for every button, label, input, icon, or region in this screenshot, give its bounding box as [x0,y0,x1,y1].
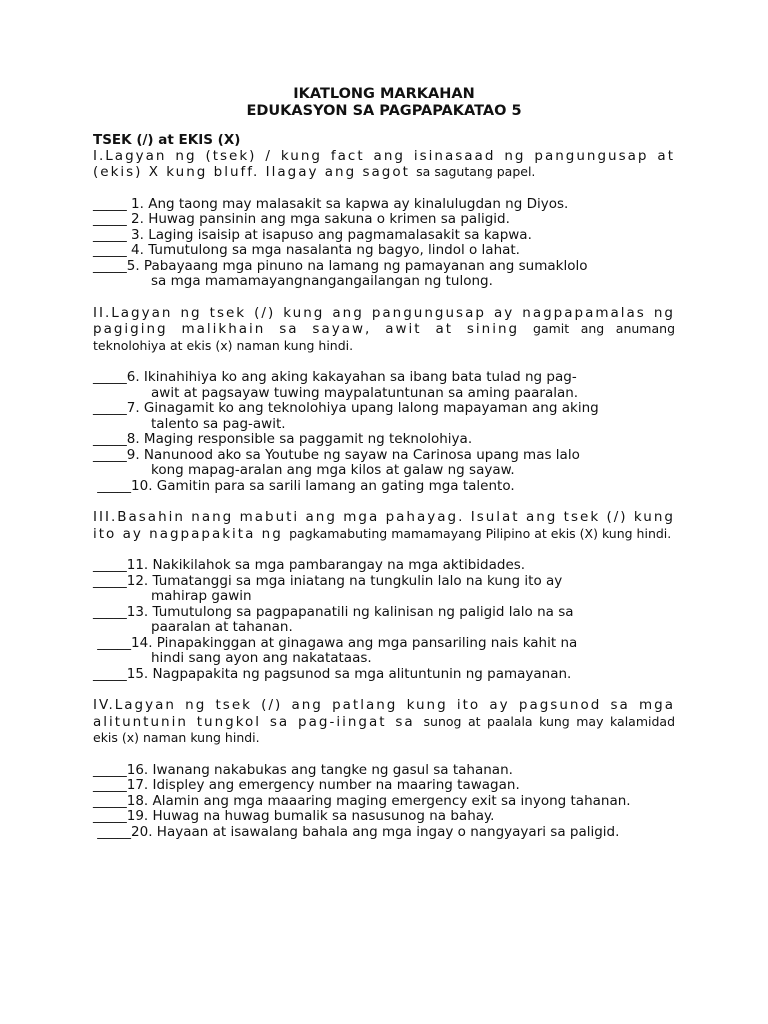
question-text: _____16. Iwanang nakabukas ang tangke ng gasul sa tahanan. [93,761,513,778]
title-line-1: IKATLONG MARKAHAN [293,86,475,102]
question-text: _____20. Hayaan at isawalang bahala ang mga ingay o nangyayari sa paligid. [93,823,620,840]
section-2-instruction [93,306,675,355]
section-4-instruction-text: IV.Lagyan ng tsek (/) ang patlang kung ito ay pagsunod sa mga alituntunin tungkol sa pag-iingat sa [93,697,675,730]
question-item [93,197,675,213]
section-1-instruction-tail: sa sagutang papel. [416,164,536,179]
question-item [93,243,675,259]
question-item [93,370,675,401]
question-item [93,574,675,605]
question-text: _____ 4. Tumutulong sa mga nasalanta ng bagyo, lindol o lahat. [93,242,520,258]
section-3-instruction-tail: pagkamabuting mamamayang Pilipino at ekis (X) kung hindi. [289,525,672,541]
question-text: _____11. Nakikilahok sa mga pambarangay na mga aktibidades. [93,557,526,573]
section-1-instruction-text: I.Lagyan ng (tsek) / kung fact ang isinasaad ng pangungusap at (ekis) X kung bluff. Ilagay ang sagot [93,147,675,180]
question-item [93,763,675,779]
question-continuation: talento sa pag-awit. [151,415,286,432]
question-item [93,794,675,810]
question-text: _____ 3. Laging isaisip at isapuso ang pagmamalasakit sa kapwa. [93,226,532,243]
section-3 [93,510,675,682]
question-continuation: awit at pagsayaw tuwing maypalatuntunan sa aming paaralan. [151,384,579,401]
section-2-instruction-tail: gamit ang anumang teknolohiya at ekis (x) naman kung hindi. [93,321,675,353]
question-item [93,825,675,841]
question-continuation: paaralan at tahanan. [151,619,293,635]
title-line-2: EDUKASYON SA PAGPAPAKATAO 5 [246,103,522,119]
question-text: _____ 1. Ang taong may malasakit sa kapwa ay kinalulugdan ng Diyos. [93,195,569,212]
question-item [93,778,675,794]
question-item [93,479,675,495]
question-text: _____ 2. Huwag pansinin ang mga sakuna o krimen sa paligid. [93,211,510,227]
question-item [93,558,675,574]
section-1-instruction [93,149,675,181]
question-item [93,636,675,667]
question-continuation: sa mga mamamayangnangangailangan ng tulong. [151,273,493,289]
question-text: _____7. Ginagamit ko ang teknolohiya upang lalong mapayaman ang aking [93,400,599,416]
question-item [93,448,675,479]
question-text: _____17. Idispley ang emergency number na maaring tawagan. [93,777,520,793]
question-text: _____19. Huwag na huwag bumalik sa nasusunog na bahay. [93,808,495,824]
section-3-instruction-text: III.Basahin nang mabuti ang mga pahayag. Isulat ang tsek (/) kung ito ay nagpapakita ng [93,509,675,542]
part-heading: TSEK (/) at EKIS (X) [93,132,241,148]
question-text: _____15. Nagpapakita ng pagsunod sa mga alituntunin ng pamayanan. [93,665,572,682]
section-2 [93,306,675,495]
section-4-instruction [93,698,675,747]
question-item [93,605,675,636]
question-text: _____6. Ikinahihiya ko ang aking kakayahan sa ibang bata tulad ng pag- [93,369,577,385]
question-continuation: kong mapag-aralan ang mga kilos at galaw ng sayaw. [151,462,515,478]
question-item [93,667,675,683]
question-item [93,809,675,825]
question-item [93,212,675,228]
question-text: _____13. Tumutulong sa pagpapanatili ng kalinisan ng paligid lalo na sa [93,603,574,620]
question-text: _____14. Pinapakinggan at ginagawa ang mga pansariling nais kahit na [93,634,578,651]
section-4-instruction-tail: sunog at paalala kung may kalamidad ekis (x) naman kung hindi. [93,713,676,745]
section-3-instruction [93,510,675,542]
question-text: _____9. Nanunood ako sa Youtube ng sayaw na Carinosa upang mas lalo [93,446,580,463]
section-1 [93,149,675,290]
question-item [93,401,675,432]
question-item [93,228,675,244]
section-2-instruction-text: II.Lagyan ng tsek (/) kung ang pangungusap ay nagpapamalas ng pagiging malikhain sa sayaw, awit at sining [93,304,675,337]
section-4 [93,698,675,840]
question-text: _____18. Alamin ang mga maaaring maging emergency exit sa inyong tahanan. [93,792,631,809]
question-continuation: hindi sang ayon ang nakatataas. [151,650,372,666]
question-continuation: mahirap gawin [151,588,252,604]
question-text: _____10. Gamitin para sa sarili lamang an gating mga talento. [93,477,515,494]
question-text: _____8. Maging responsible sa paggamit ng teknolohiya. [93,431,473,447]
question-item [93,432,675,448]
question-item [93,259,675,290]
question-text: _____12. Tumatanggi sa mga iniatang na tungkulin lalo na kung ito ay [93,572,563,589]
question-text: _____5. Pabayaang mga pinuno na lamang ng pamayanan ang sumaklolo [93,257,588,274]
